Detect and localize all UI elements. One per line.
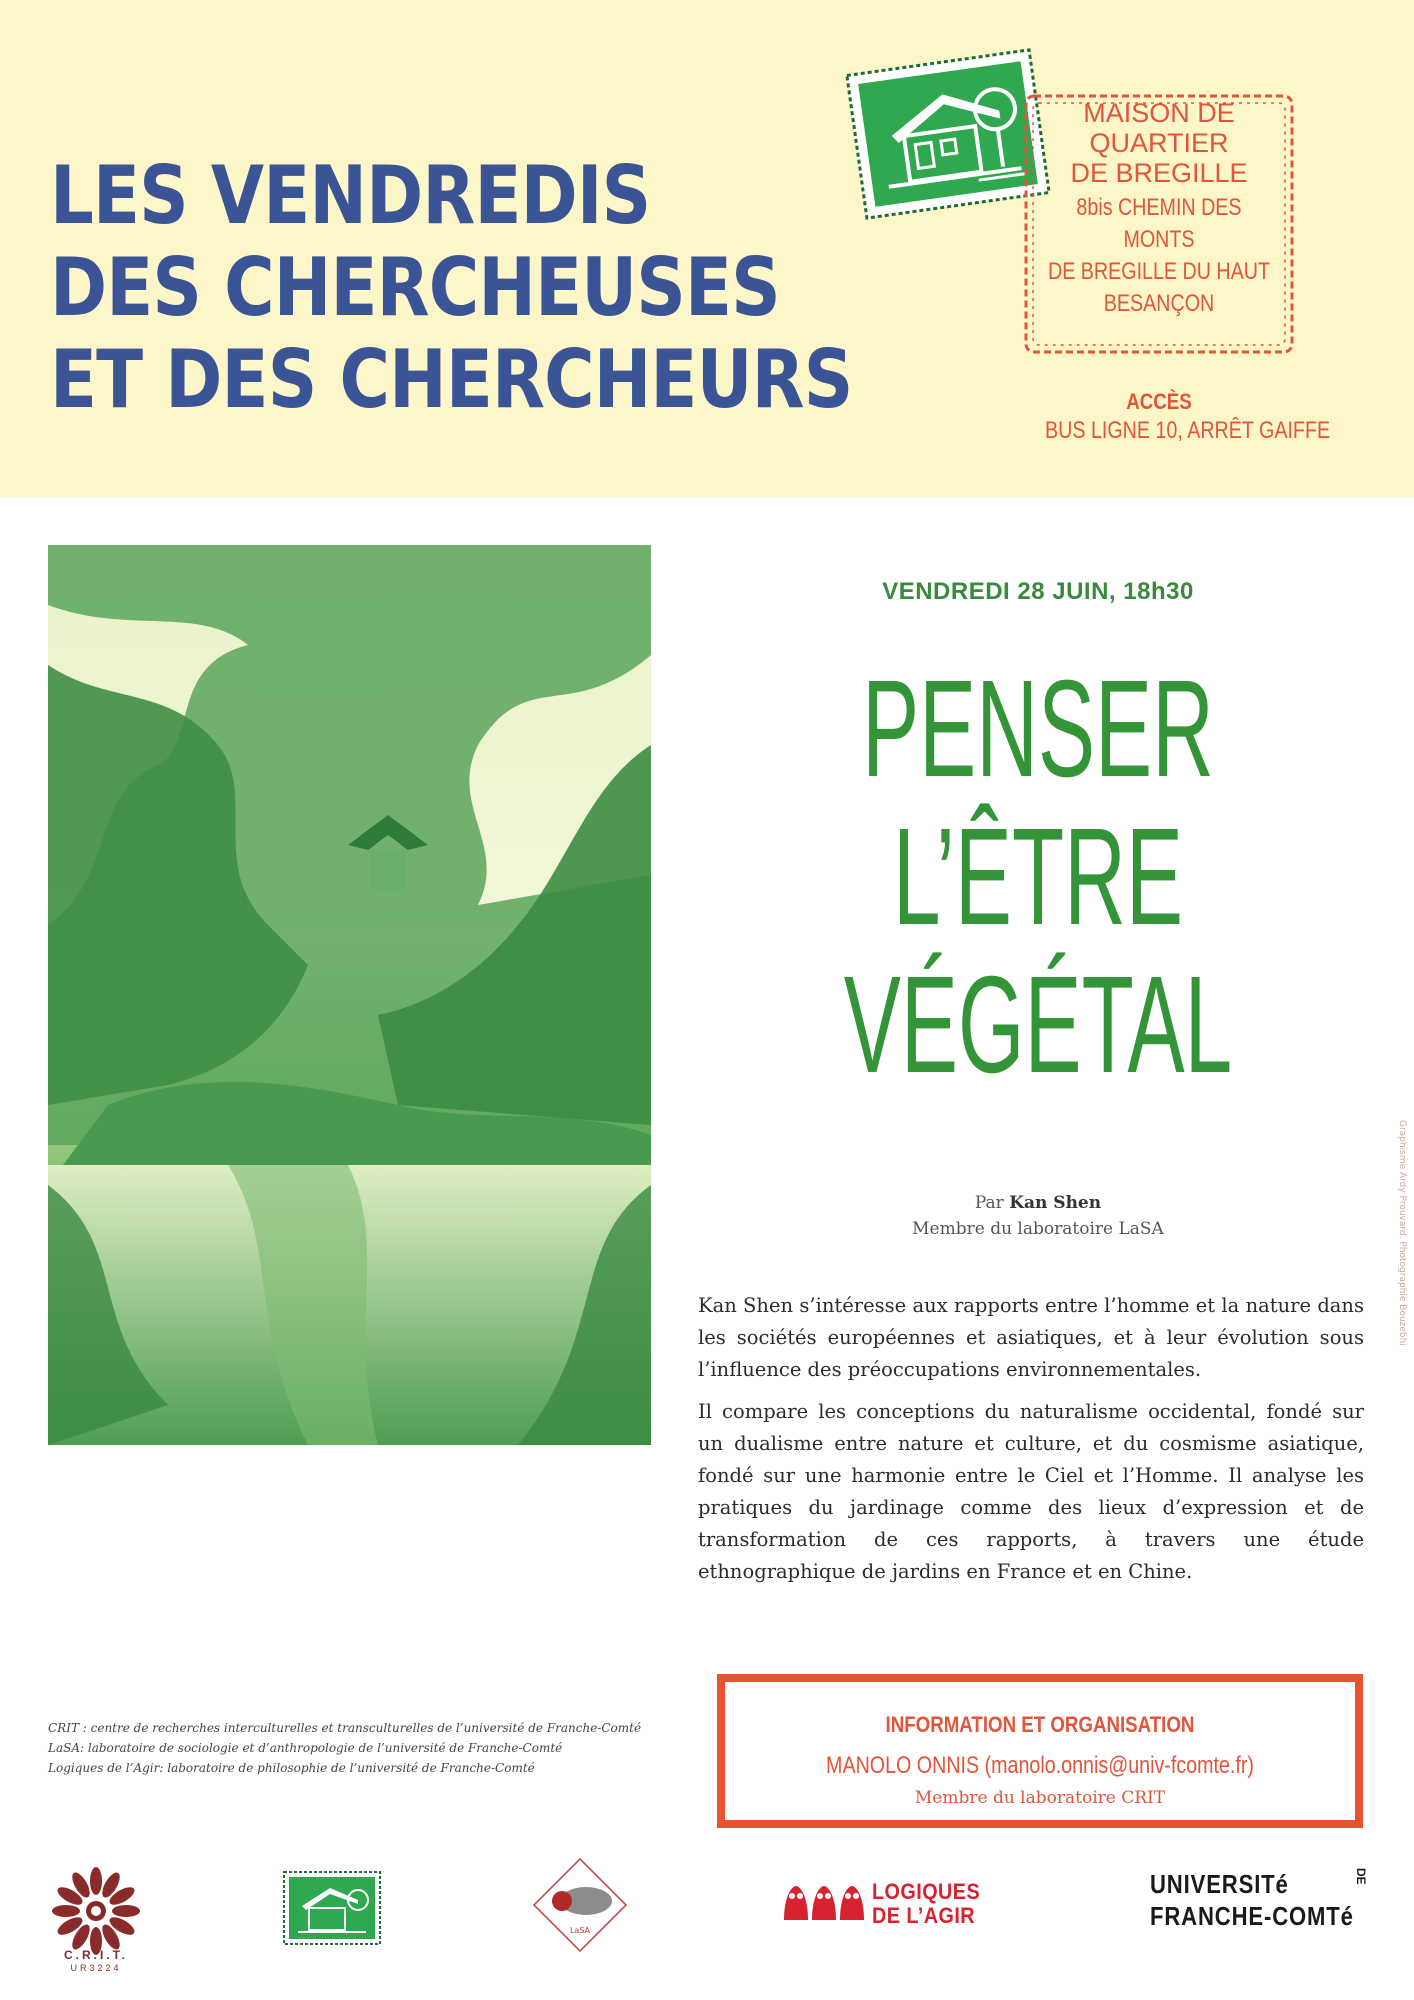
info-title: INFORMATION ET ORGANISATION [885, 1712, 1195, 1737]
legend-crit: CRIT : centre de recherches interculturelles et transculturelles de l’université de Franche-Comté [48, 1721, 642, 1735]
crit-name: C.R.I.T. [63, 1948, 128, 1962]
info-box [717, 1674, 1363, 1828]
house-stamp-small-icon [282, 1870, 382, 1946]
crit-code: UR3224 [70, 1963, 122, 1973]
series-title-line-2: DES CHERCHEUSES [50, 241, 780, 334]
description-paragraph-2: Il compare les conceptions du naturalisme occidental, fondé sur un dualisme entre nature et culture, et du cosmisme asiatique, fondé sur une harmonie entre le Ciel et l’Homme. Il analyse les pratiques du jardinage comme des lieux d’expression et de transformation de ces rapports, à travers une étude ethnographique de jardins en France et en Chine. [698, 1400, 1364, 1583]
description-paragraph-1: Kan Shen s’intéresse aux rapports entre l’homme et la nature dans les sociétés européennes et asiatiques, et à leur évolution sous l’influence des préoccupations environnementales. [698, 1294, 1364, 1381]
speaker-block [698, 1190, 1378, 1242]
info-contact: MANOLO ONNIS (manolo.onnis@univ-fcomte.fr) [826, 1752, 1254, 1779]
ufc-name: UNIVERSITé FRANCHE-COMTé [1150, 1869, 1354, 1931]
event-date: VENDREDI 28 JUIN, 18h30 [882, 578, 1194, 605]
ufc-de: DE [1354, 1868, 1368, 1885]
access-label: ACCÈS [1126, 389, 1192, 414]
event-description [698, 1290, 1364, 1598]
agir-name: LOGIQUES DE L’AGIR [872, 1879, 981, 1928]
svg-text:LaSA: LaSA [569, 1926, 591, 1935]
photo-credit: Graphisme Ardy Prouvard. Photographie Bouzebhi [1397, 1120, 1407, 1346]
series-title-line-3: ET DES CHERCHEURS [50, 333, 853, 426]
venue-block [1020, 98, 1298, 320]
event-title-line-3: VÉGÉTAL [843, 948, 1233, 1102]
lab-legend [48, 1718, 688, 1778]
event-title [698, 652, 1378, 1102]
event-title-line-1: PENSER [862, 652, 1214, 806]
venue-name: MAISON DE QUARTIER DE BREGILLE [1070, 98, 1248, 188]
series-title-line-1: LES VENDREDIS [50, 149, 651, 242]
series-title [50, 150, 852, 426]
owls-logo-icon [780, 1876, 870, 1926]
garden-photo [48, 545, 651, 1445]
speaker-affiliation: Membre du laboratoire LaSA [912, 1219, 1164, 1239]
legend-lasa: LaSA: laboratoire de sociologie et d’anthropologie de l’université de Franche-Comté [48, 1741, 563, 1755]
info-role: Membre du laboratoire CRIT [914, 1788, 1166, 1808]
event-title-line-2: L’ÊTRE [892, 800, 1184, 954]
venue-address: 8bis CHEMIN DES MONTS DE BREGILLE DU HAUT BESANÇON [1047, 194, 1270, 317]
access-line: BUS LIGNE 10, ARRÊT GAIFFE [1045, 417, 1331, 444]
legend-agir: Logiques de l’Agir: laboratoire de philosophie de l’université de Franche-Comté [48, 1761, 535, 1775]
lasa-logo-icon [530, 1855, 630, 1955]
access-block [1020, 388, 1331, 446]
speaker-prefix: Par [974, 1193, 1004, 1213]
speaker-name: Kan Shen [1009, 1193, 1102, 1213]
